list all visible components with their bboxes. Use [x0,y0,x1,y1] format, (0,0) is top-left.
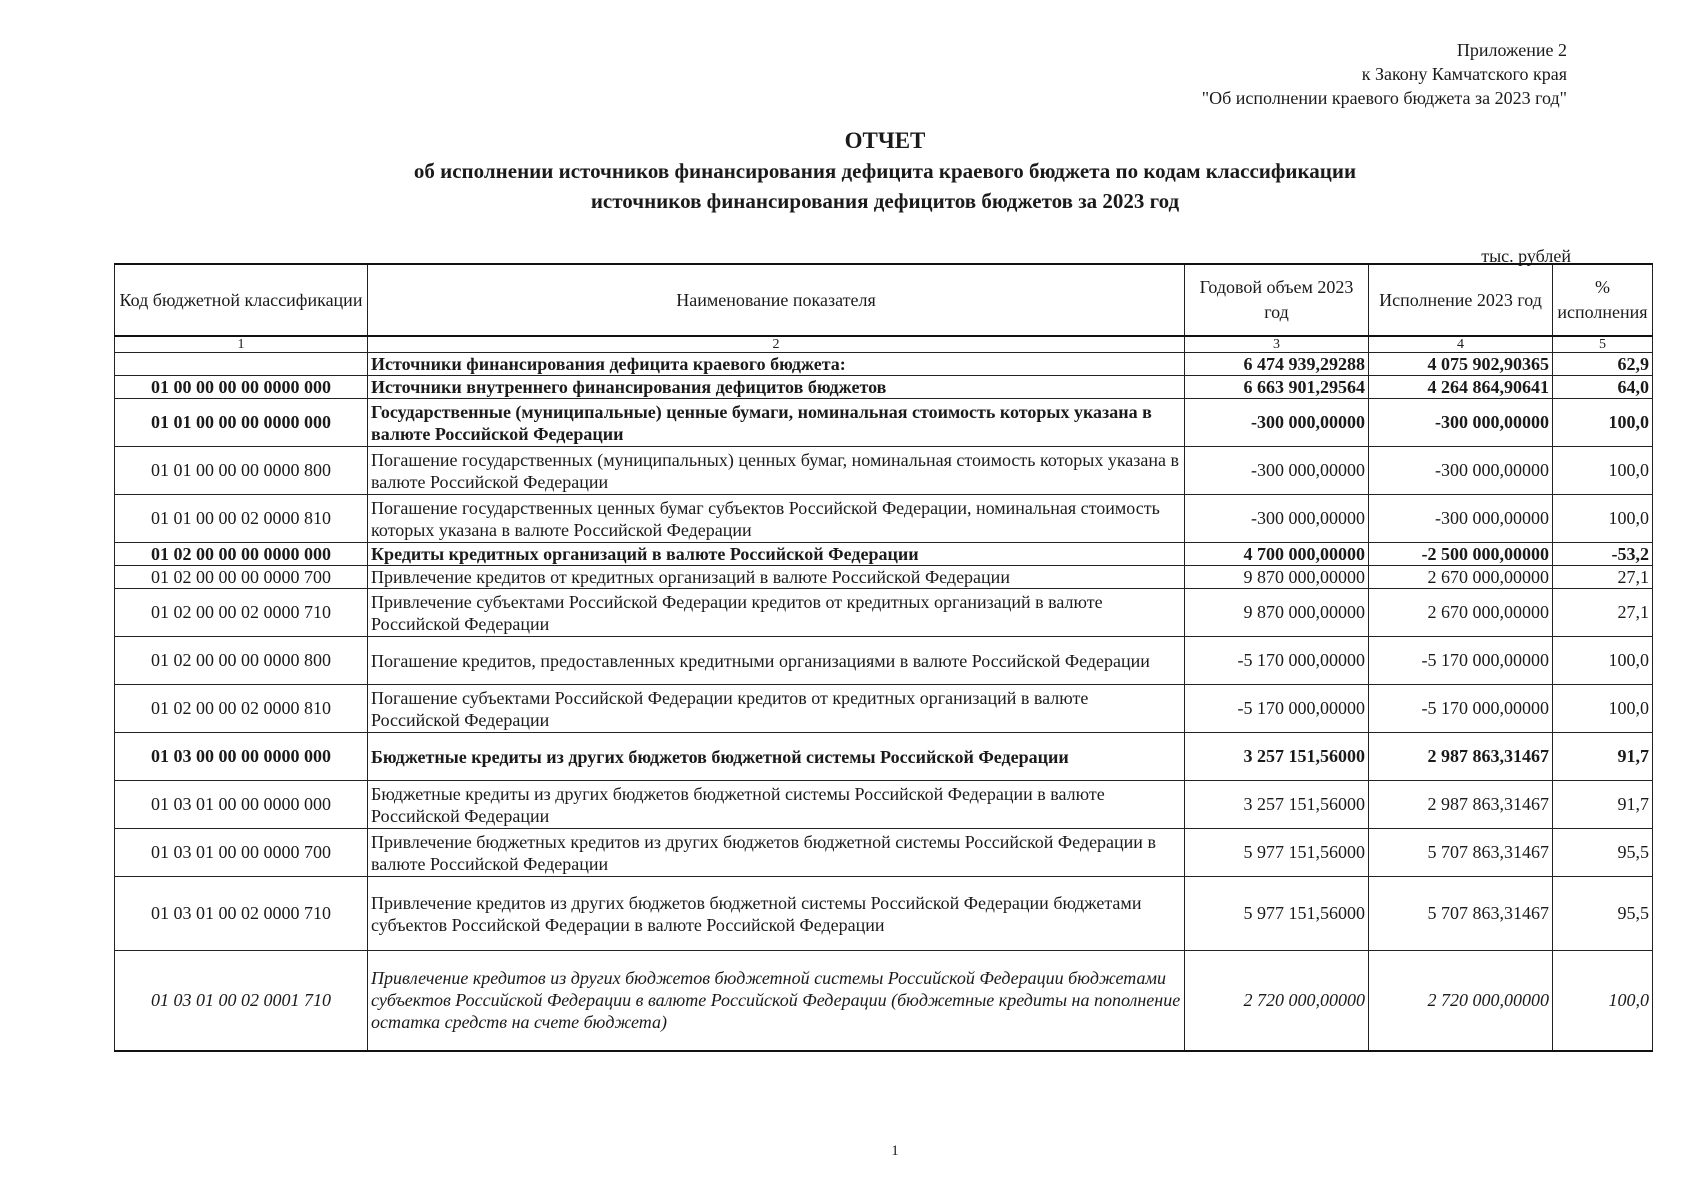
cell-code: 01 02 00 00 00 0000 800 [115,637,368,685]
table-row [115,566,1653,589]
cell-name: Государственные (муниципальные) ценные бумаги, номинальная стоимость которых указана в валюте Российской Федерации [368,399,1185,447]
cell-execution: 2 670 000,00000 [1369,589,1553,637]
column-header-code: Код бюджетной классификации [115,264,368,336]
cell-annual: -5 170 000,00000 [1185,685,1369,733]
cell-annual: 5 977 151,56000 [1185,829,1369,877]
cell-name: Погашение государственных (муниципальных) ценных бумаг, номинальная стоимость которых указана в валюте Российской Федерации [368,447,1185,495]
report-title-main: ОТЧЕТ [844,128,926,153]
column-number: 3 [1185,336,1369,353]
cell-name: Привлечение кредитов от кредитных организаций в валюте Российской Федерации [368,566,1185,589]
cell-name: Погашение государственных ценных бумаг субъектов Российской Федерации, номинальная стоимость которых указана в валюте Российской Федерации [368,495,1185,543]
cell-percent: 100,0 [1553,447,1653,495]
column-number-row [115,336,1653,353]
table-row [115,951,1653,1051]
cell-code: 01 03 00 00 00 0000 000 [115,733,368,781]
cell-name: Кредиты кредитных организаций в валюте Российской Федерации [368,543,1185,566]
cell-code [115,353,368,376]
cell-code: 01 02 00 00 00 0000 000 [115,543,368,566]
column-header-annual: Годовой объем 2023 год [1185,264,1369,336]
cell-name: Погашение субъектами Российской Федерации кредитов от кредитных организаций в валюте Российской Федерации [368,685,1185,733]
cell-annual: 2 720 000,00000 [1185,951,1369,1051]
cell-annual: 3 257 151,56000 [1185,781,1369,829]
column-number: 4 [1369,336,1553,353]
report-table [114,263,1653,1052]
cell-execution: -300 000,00000 [1369,495,1553,543]
report-title-line: источников финансирования дефицитов бюджетов за 2023 год [590,189,1180,213]
cell-percent: 62,9 [1553,353,1653,376]
cell-execution: 2 987 863,31467 [1369,781,1553,829]
table-row [115,543,1653,566]
cell-name: Источники финансирования дефицита краевого бюджета: [368,353,1185,376]
cell-name: Погашение кредитов, предоставленных кредитными организациями в валюте Российской Федерации [368,637,1185,685]
cell-percent: -53,2 [1553,543,1653,566]
appendix-reference [1202,38,1567,110]
table-row [115,399,1653,447]
table-row [115,447,1653,495]
report-title [0,126,1699,216]
cell-code: 01 03 01 00 02 0001 710 [115,951,368,1051]
cell-execution: 2 720 000,00000 [1369,951,1553,1051]
cell-execution: 5 707 863,31467 [1369,829,1553,877]
cell-code: 01 03 01 00 00 0000 700 [115,829,368,877]
table-row [115,637,1653,685]
cell-percent: 100,0 [1553,399,1653,447]
cell-percent: 100,0 [1553,951,1653,1051]
column-number: 1 [115,336,368,353]
cell-execution: -300 000,00000 [1369,399,1553,447]
cell-name: Источники внутреннего финансирования дефицитов бюджетов [368,376,1185,399]
table-row [115,829,1653,877]
cell-execution: 2 670 000,00000 [1369,566,1553,589]
cell-annual: 9 870 000,00000 [1185,589,1369,637]
column-header-execution: Исполнение 2023 год [1369,264,1553,336]
cell-annual: 3 257 151,56000 [1185,733,1369,781]
cell-percent: 91,7 [1553,781,1653,829]
cell-code: 01 02 00 00 02 0000 710 [115,589,368,637]
cell-percent: 64,0 [1553,376,1653,399]
cell-annual: 9 870 000,00000 [1185,566,1369,589]
cell-execution: -5 170 000,00000 [1369,685,1553,733]
cell-percent: 27,1 [1553,589,1653,637]
cell-name: Привлечение кредитов из других бюджетов бюджетной системы Российской Федерации бюджетами субъектов Российской Федерации в валюте Российской Федерации (бюджетные кредиты на пополнение остатка средств на счете бюджета) [368,951,1185,1051]
cell-code: 01 02 00 00 00 0000 700 [115,566,368,589]
cell-code: 01 01 00 00 00 0000 800 [115,447,368,495]
cell-percent: 91,7 [1553,733,1653,781]
cell-name: Бюджетные кредиты из других бюджетов бюджетной системы Российской Федерации в валюте Российской Федерации [368,781,1185,829]
cell-annual: 4 700 000,00000 [1185,543,1369,566]
table-row [115,877,1653,951]
table-header-row [115,264,1653,336]
cell-annual: 5 977 151,56000 [1185,877,1369,951]
cell-annual: -300 000,00000 [1185,399,1369,447]
cell-execution: -5 170 000,00000 [1369,637,1553,685]
appendix-line: "Об исполнении краевого бюджета за 2023 год" [1201,88,1567,108]
cell-percent: 95,5 [1553,877,1653,951]
cell-name: Бюджетные кредиты из других бюджетов бюджетной системы Российской Федерации [368,733,1185,781]
table-row [115,495,1653,543]
column-number: 2 [368,336,1185,353]
table-row [115,376,1653,399]
cell-code: 01 03 01 00 02 0000 710 [115,877,368,951]
cell-execution: 4 264 864,90641 [1369,376,1553,399]
cell-annual: -300 000,00000 [1185,495,1369,543]
cell-percent: 100,0 [1553,685,1653,733]
table-row [115,733,1653,781]
cell-percent: 27,1 [1553,566,1653,589]
column-header-percent: % исполнения [1553,264,1653,336]
cell-annual: -5 170 000,00000 [1185,637,1369,685]
cell-percent: 95,5 [1553,829,1653,877]
table-row [115,353,1653,376]
report-title-line: об исполнении источников финансирования дефицита краевого бюджета по кодам классификации [413,159,1357,183]
cell-percent: 100,0 [1553,495,1653,543]
cell-code: 01 01 00 00 02 0000 810 [115,495,368,543]
column-header-name: Наименование показателя [368,264,1185,336]
table-row [115,781,1653,829]
column-number: 5 [1553,336,1653,353]
cell-name: Привлечение кредитов из других бюджетов бюджетной системы Российской Федерации бюджетами субъектов Российской Федерации в валюте Российской Федерации [368,877,1185,951]
appendix-line: к Закону Камчатского края [1361,64,1567,84]
cell-execution: 4 075 902,90365 [1369,353,1553,376]
cell-code: 01 02 00 00 02 0000 810 [115,685,368,733]
cell-execution: -2 500 000,00000 [1369,543,1553,566]
cell-annual: 6 474 939,29288 [1185,353,1369,376]
table-row [115,589,1653,637]
cell-annual: 6 663 901,29564 [1185,376,1369,399]
units-label: тыс. рублей [1481,246,1571,266]
cell-execution: -300 000,00000 [1369,447,1553,495]
cell-name: Привлечение бюджетных кредитов из других бюджетов бюджетной системы Российской Федерации в валюте Российской Федерации [368,829,1185,877]
cell-code: 01 01 00 00 00 0000 000 [115,399,368,447]
table-row [115,685,1653,733]
cell-execution: 5 707 863,31467 [1369,877,1553,951]
appendix-line: Приложение 2 [1456,40,1567,60]
cell-name: Привлечение субъектами Российской Федерации кредитов от кредитных организаций в валюте Российской Федерации [368,589,1185,637]
cell-percent: 100,0 [1553,637,1653,685]
cell-code: 01 03 01 00 00 0000 000 [115,781,368,829]
page-number: 1 [891,1143,899,1159]
cell-execution: 2 987 863,31467 [1369,733,1553,781]
cell-annual: -300 000,00000 [1185,447,1369,495]
cell-code: 01 00 00 00 00 0000 000 [115,376,368,399]
